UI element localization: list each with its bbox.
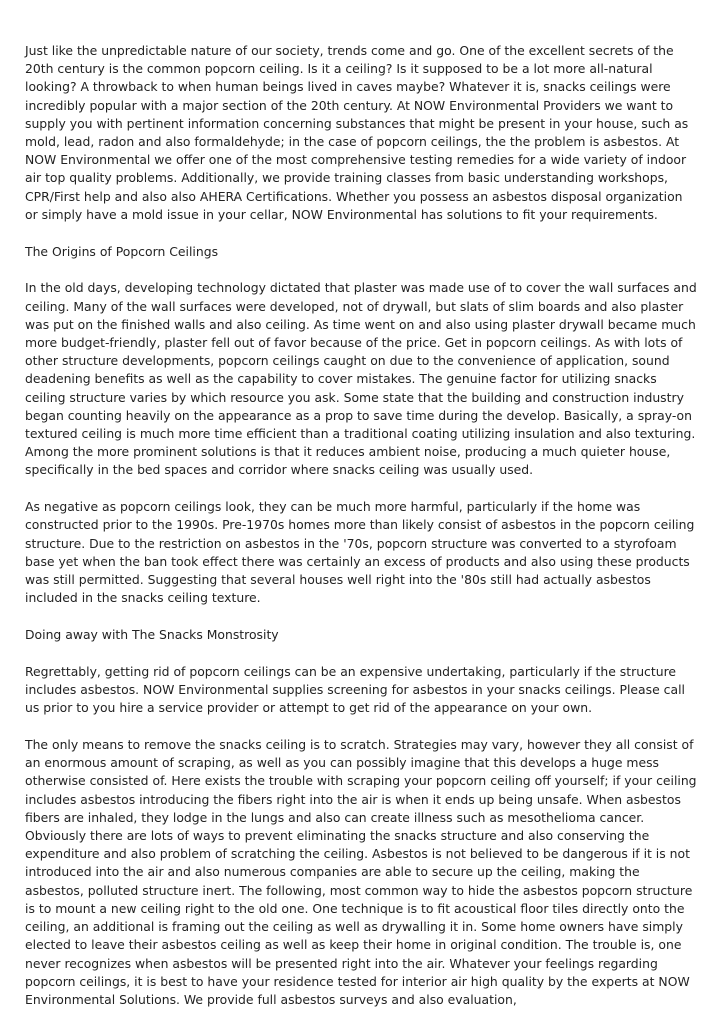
paragraph-intro: Just like the unpredictable nature of our society, trends come and go. One of the excellent secrets of the 20th century is the common popcorn ceiling. Is it a ceiling? Is it supposed to be a lot more all-natural looking? A throwback to when human beings lived in caves maybe? Whatever it is, snacks ceilings were incredibly popular with a major section of the 20th century. At NOW Environmental Providers we want to supply you with pertinent information concerning substances that might be present in your house, such as mold, lead, radon and also formaldehyde; in the case of popcorn ceilings, the the problem is asbestos. At NOW Environmental we offer one of the most comprehensive testing remedies for a wide variety of indoor air top quality problems. Additionally, we provide training classes from basic understanding workshops, CPR/First help and also also AHERA Certifications. Whether you possess an asbestos disposal organization or simply have a mold issue in your cellar, NOW Environmental has solutions to fit your requirements.: [25, 43, 689, 222]
paragraph-history: In the old days, developing technology dictated that plaster was made use of to cover the wall surfaces and ceiling. Many of the wall surfaces were developed, not of drywall, but slats of slim boards and also plaster was put on the finished walls and also ceiling. As time went on and also using plaster drywall became much more budget-friendly, plaster fell out of favor because of the price. Get in popcorn ceilings. As with lots of other structure developments, popcorn ceilings caught on due to the convenience of application, sound deadening benefits as well as the capability to cover mistakes. The genuine factor for utilizing snacks ceiling structure varies by which resource you ask. Some state that the building and construction industry began counting heavily on the appearance as a prop to save time during the develop. Basically, a spray-on textured ceiling is much more time efficient than a traditional coating utilizing insulation and also texturing. Among the more prominent solutions is that it reduces ambient noise, producing a much quieter house, specifically in the bed spaces and corridor where snacks ceiling was usually used.: [25, 280, 697, 478]
paragraph-removal-methods: The only means to remove the snacks ceiling is to scratch. Strategies may vary, however they all consist of an enormous amount of scraping, as well as you can possibly imagine that this develops a huge mess otherwise consisted of. Here exists the trouble with scraping your popcorn ceiling off yourself; if your ceiling includes asbestos introducing the fibers right into the air is when it ends up being unsafe. When asbestos fibers are inhaled, they lodge in the lungs and also can create illness such as mesothelioma cancer. Obviously there are lots of ways to prevent eliminating the snacks structure and also conserving the expenditure and also problem of scratching the ceiling. Asbestos is not believed to be dangerous if it is not introduced into the air and also numerous companies are able to secure up the ceiling, making the asbestos, polluted structure inert. The following, most common way to hide the asbestos popcorn structure is to mount a new ceiling right to the old one. One technique is to fit acoustical floor tiles directly onto the ceiling, an additional is framing out the ceiling as well as drywalling it in. Some home owners have simply elected to leave their asbestos ceiling as well as keep their home in original condition. The trouble is, one never recognizes when asbestos will be presented right into the air. Whatever your feelings regarding popcorn ceilings, it is best to have your residence tested for interior air high quality by the experts at NOW Environmental Solutions. We provide full asbestos surveys and also evaluation,: [25, 737, 697, 1007]
article-body: [25, 42, 697, 1028]
paragraph-removal-cost: Regrettably, getting rid of popcorn ceilings can be an expensive undertaking, particularly if the structure includes asbestos. NOW Environmental supplies screening for asbestos in your snacks ceilings. Please call us prior to you hire a service provider or attempt to get rid of the appearance on your own.: [25, 663, 685, 716]
heading-origins: The Origins of Popcorn Ceilings: [25, 243, 219, 259]
heading-removal: Doing away with The Snacks Monstrosity: [25, 627, 279, 643]
paragraph-dangers: As negative as popcorn ceilings look, they can be much more harmful, particularly if the home was constructed prior to the 1990s. Pre-1970s homes more than likely consist of asbestos in the popcorn ceiling structure. Due to the restriction on asbestos in the '70s, popcorn structure was converted to a styrofoam base yet when the ban took effect there was certainly an excess of products and also using these products was still permitted. Suggesting that several houses well right into the '80s still had actually asbestos included in the snacks ceiling texture.: [25, 499, 695, 606]
